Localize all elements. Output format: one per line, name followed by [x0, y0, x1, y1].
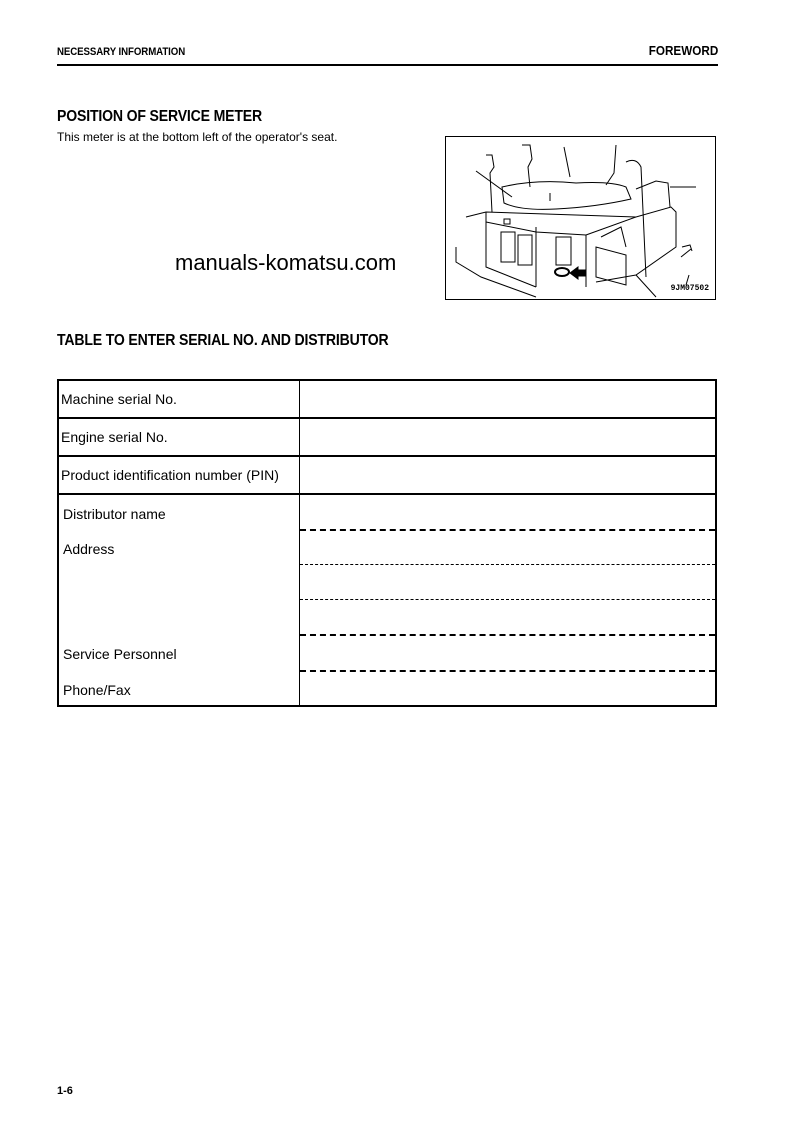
table-row-machine-serial [58, 380, 716, 418]
machine-serial-label: Machine serial No. [58, 380, 300, 418]
header-section-label: NECESSARY INFORMATION [57, 46, 186, 58]
table-row-engine-serial [58, 418, 716, 456]
header-rule [57, 64, 718, 66]
engine-serial-field[interactable] [300, 418, 717, 456]
watermark-text: manuals-komatsu.com [175, 250, 397, 275]
distributor-labels-cell [58, 494, 300, 706]
serial-distributor-table [57, 379, 717, 707]
service-meter-figure [445, 136, 716, 300]
pin-label: Product identification number (PIN) [58, 456, 300, 494]
seat-drawing-icon [446, 137, 716, 300]
distributor-name-line [300, 529, 715, 531]
figure-id: 9JM07502 [670, 284, 709, 293]
address-label: Address [63, 541, 115, 557]
distributor-name-label: Distributor name [63, 506, 166, 522]
pin-field[interactable] [300, 456, 717, 494]
address-line-1 [300, 564, 715, 565]
service-meter-title: POSITION OF SERVICE METER [57, 108, 263, 125]
distributor-fields-cell[interactable] [300, 494, 717, 706]
service-personnel-label: Service Personnel [63, 646, 177, 662]
service-personnel-line [300, 670, 715, 672]
page-number: 1-6 [57, 1085, 73, 1097]
table-row-distributor [58, 494, 716, 706]
address-line-3 [300, 634, 715, 636]
machine-serial-field[interactable] [300, 380, 717, 418]
header-chapter-label: FOREWORD [648, 43, 718, 58]
serial-table-title: TABLE TO ENTER SERIAL NO. AND DISTRIBUTOR [57, 332, 389, 349]
phone-fax-label: Phone/Fax [63, 682, 131, 698]
address-line-2 [300, 599, 715, 600]
service-meter-description: This meter is at the bottom left of the operator's seat. [57, 130, 338, 144]
engine-serial-label: Engine serial No. [58, 418, 300, 456]
table-row-pin [58, 456, 716, 494]
